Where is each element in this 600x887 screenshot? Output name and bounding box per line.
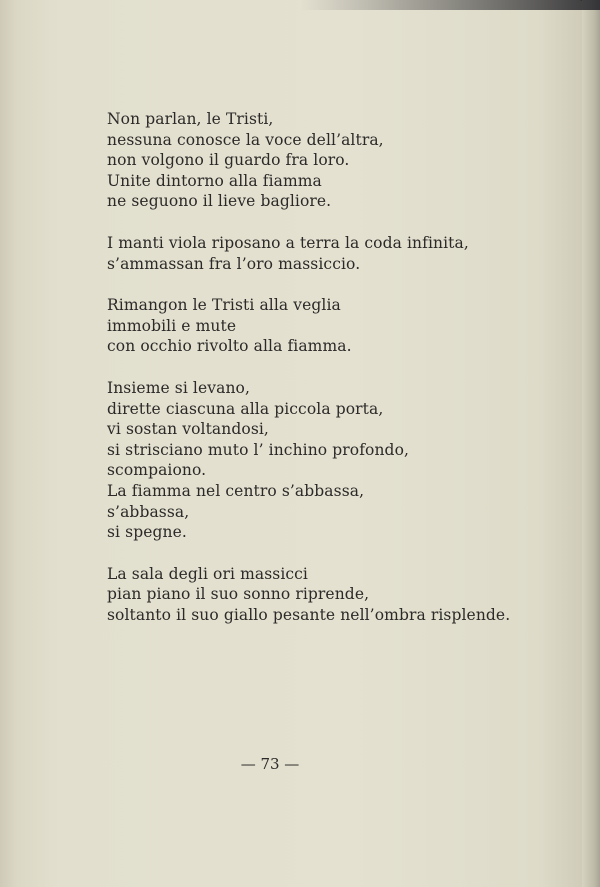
poem-line: scompaiono. <box>107 461 207 480</box>
stanza <box>107 295 527 357</box>
poem-line: si strisciano muto l’ inchino profondo, <box>107 440 410 459</box>
stanza <box>107 378 527 543</box>
poem-line: I manti viola riposano a terra la coda infinita, <box>107 233 469 252</box>
poem-line: Non parlan, le Tristi, <box>107 110 274 128</box>
poem-line: immobili e mute <box>107 316 237 335</box>
poem-line: Rimangon le Tristi alla veglia <box>107 296 341 315</box>
page-number: — 73 — <box>240 755 300 773</box>
stanza <box>107 109 527 212</box>
poem-line: nessuna conosce la voce dell’altra, <box>107 130 384 149</box>
poem-line: Unite dintorno alla fiamma <box>107 171 322 190</box>
poem-line: soltanto il suo giallo pesante nell’ombra risplende. <box>107 605 511 624</box>
poem-line: s’abbassa, <box>107 502 190 521</box>
poem-line: dirette ciascuna alla piccola porta, <box>107 399 384 418</box>
poem-line: ne seguono il lieve bagliore. <box>107 192 332 211</box>
poem-line: La fiamma nel centro s’abbassa, <box>107 481 365 500</box>
poem-line: non volgono il guardo fra loro. <box>107 151 350 170</box>
top-shadow <box>300 0 600 10</box>
poem-line: s’ammassan fra l’oro massiccio. <box>107 254 361 273</box>
page-edge <box>582 0 600 887</box>
poem-line: Insieme si levano, <box>107 378 250 397</box>
stanza <box>107 233 527 274</box>
poem-line: vi sostan voltandosi, <box>107 420 269 439</box>
poem-line: si spegne. <box>107 523 187 542</box>
poem-body <box>107 109 527 646</box>
poem-line: pian piano il suo sonno riprende, <box>107 585 370 604</box>
stanza <box>107 564 527 626</box>
poem-line: con occhio rivolto alla fiamma. <box>107 337 352 356</box>
poem-line: La sala degli ori massicci <box>107 564 308 583</box>
